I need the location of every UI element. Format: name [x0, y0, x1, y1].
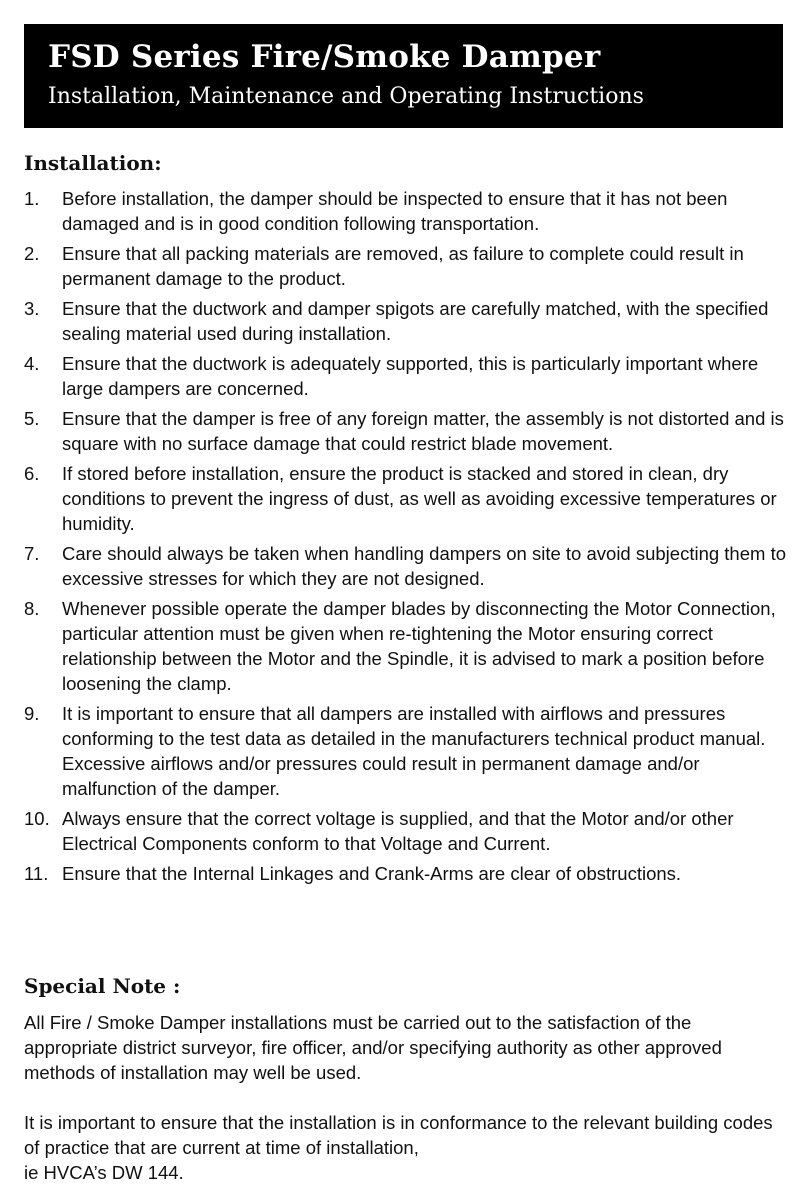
- step-text: Before installation, the damper should be inspected to ensure that it has not been damaged and is in good condition following transportation.: [62, 188, 728, 234]
- installation-step: [24, 461, 786, 536]
- step-number: 8.: [24, 598, 40, 619]
- installation-step: [24, 806, 786, 856]
- step-number: 1.: [24, 188, 40, 209]
- installation-step: [24, 241, 786, 291]
- document-header: [24, 24, 783, 128]
- special-note-reference: ie HVCA’s DW 144.: [24, 1162, 184, 1183]
- step-number: 10.: [24, 808, 50, 829]
- step-number: 2.: [24, 243, 40, 264]
- step-text: Ensure that the Internal Linkages and Crank-Arms are clear of obstructions.: [62, 863, 682, 884]
- installation-step: [24, 541, 786, 591]
- step-text: Ensure that the ductwork is adequately supported, this is particularly important where large dampers are concerned.: [62, 353, 759, 399]
- installation-step: [24, 596, 786, 696]
- installation-step: [24, 186, 786, 236]
- installation-step: [24, 701, 786, 801]
- step-number: 9.: [24, 703, 40, 724]
- step-text: Ensure that the damper is free of any foreign matter, the assembly is not distorted and is square with no surface damage that could restrict blade movement.: [62, 408, 784, 454]
- installation-step: [24, 406, 786, 456]
- step-text: Whenever possible operate the damper blades by disconnecting the Motor Connection, particular attention must be given when re-tightening the Motor ensuring correct relationship between the Motor and the Spindle, it is advised to mark a position before loosening the clamp.: [62, 598, 776, 694]
- special-note-text: It is important to ensure that the installation is in conformance to the relevant building codes of practice that are current at time of installation,: [24, 1112, 773, 1158]
- document-subtitle: Installation, Maintenance and Operating Instructions: [48, 84, 644, 109]
- installation-step: [24, 351, 786, 401]
- step-text: Ensure that the ductwork and damper spigots are carefully matched, with the specified sealing material used during installation.: [62, 298, 769, 344]
- installation-heading: Installation:: [24, 151, 162, 175]
- special-note-paragraph: All Fire / Smoke Damper installations must be carried out to the satisfaction of the appropriate district surveyor, fire officer, and/or specifying authority as other approved methods of installation may well be used.: [24, 1012, 722, 1083]
- installation-step: [24, 861, 786, 886]
- step-number: 5.: [24, 408, 40, 429]
- installation-steps-list: [24, 186, 786, 891]
- step-text: It is important to ensure that all dampers are installed with airflows and pressures conforming to the test data as detailed in the manufacturers technical product manual. Excessive airflows and/or pressures could result in permanent damage and/or malfunction of the damper.: [62, 703, 766, 799]
- step-text: If stored before installation, ensure the product is stacked and stored in clean, dry conditions to prevent the ingress of dust, as well as avoiding excessive temperatures or humidity.: [62, 463, 777, 534]
- special-note-paragraph: [24, 1110, 786, 1185]
- installation-step: [24, 296, 786, 346]
- step-number: 4.: [24, 353, 40, 374]
- step-number: 11.: [24, 863, 49, 884]
- step-text: Ensure that all packing materials are removed, as failure to complete could result in permanent damage to the product.: [62, 243, 744, 289]
- step-number: 7.: [24, 543, 40, 564]
- step-text: Always ensure that the correct voltage is supplied, and that the Motor and/or other Electrical Components conform to that Voltage and Current.: [62, 808, 734, 854]
- special-note-heading: Special Note :: [24, 974, 181, 998]
- step-text: Care should always be taken when handling dampers on site to avoid subjecting them to excessive stresses for which they are not designed.: [62, 543, 786, 589]
- step-number: 6.: [24, 463, 40, 484]
- document-title: FSD Series Fire/Smoke Damper: [48, 39, 601, 75]
- step-number: 3.: [24, 298, 40, 319]
